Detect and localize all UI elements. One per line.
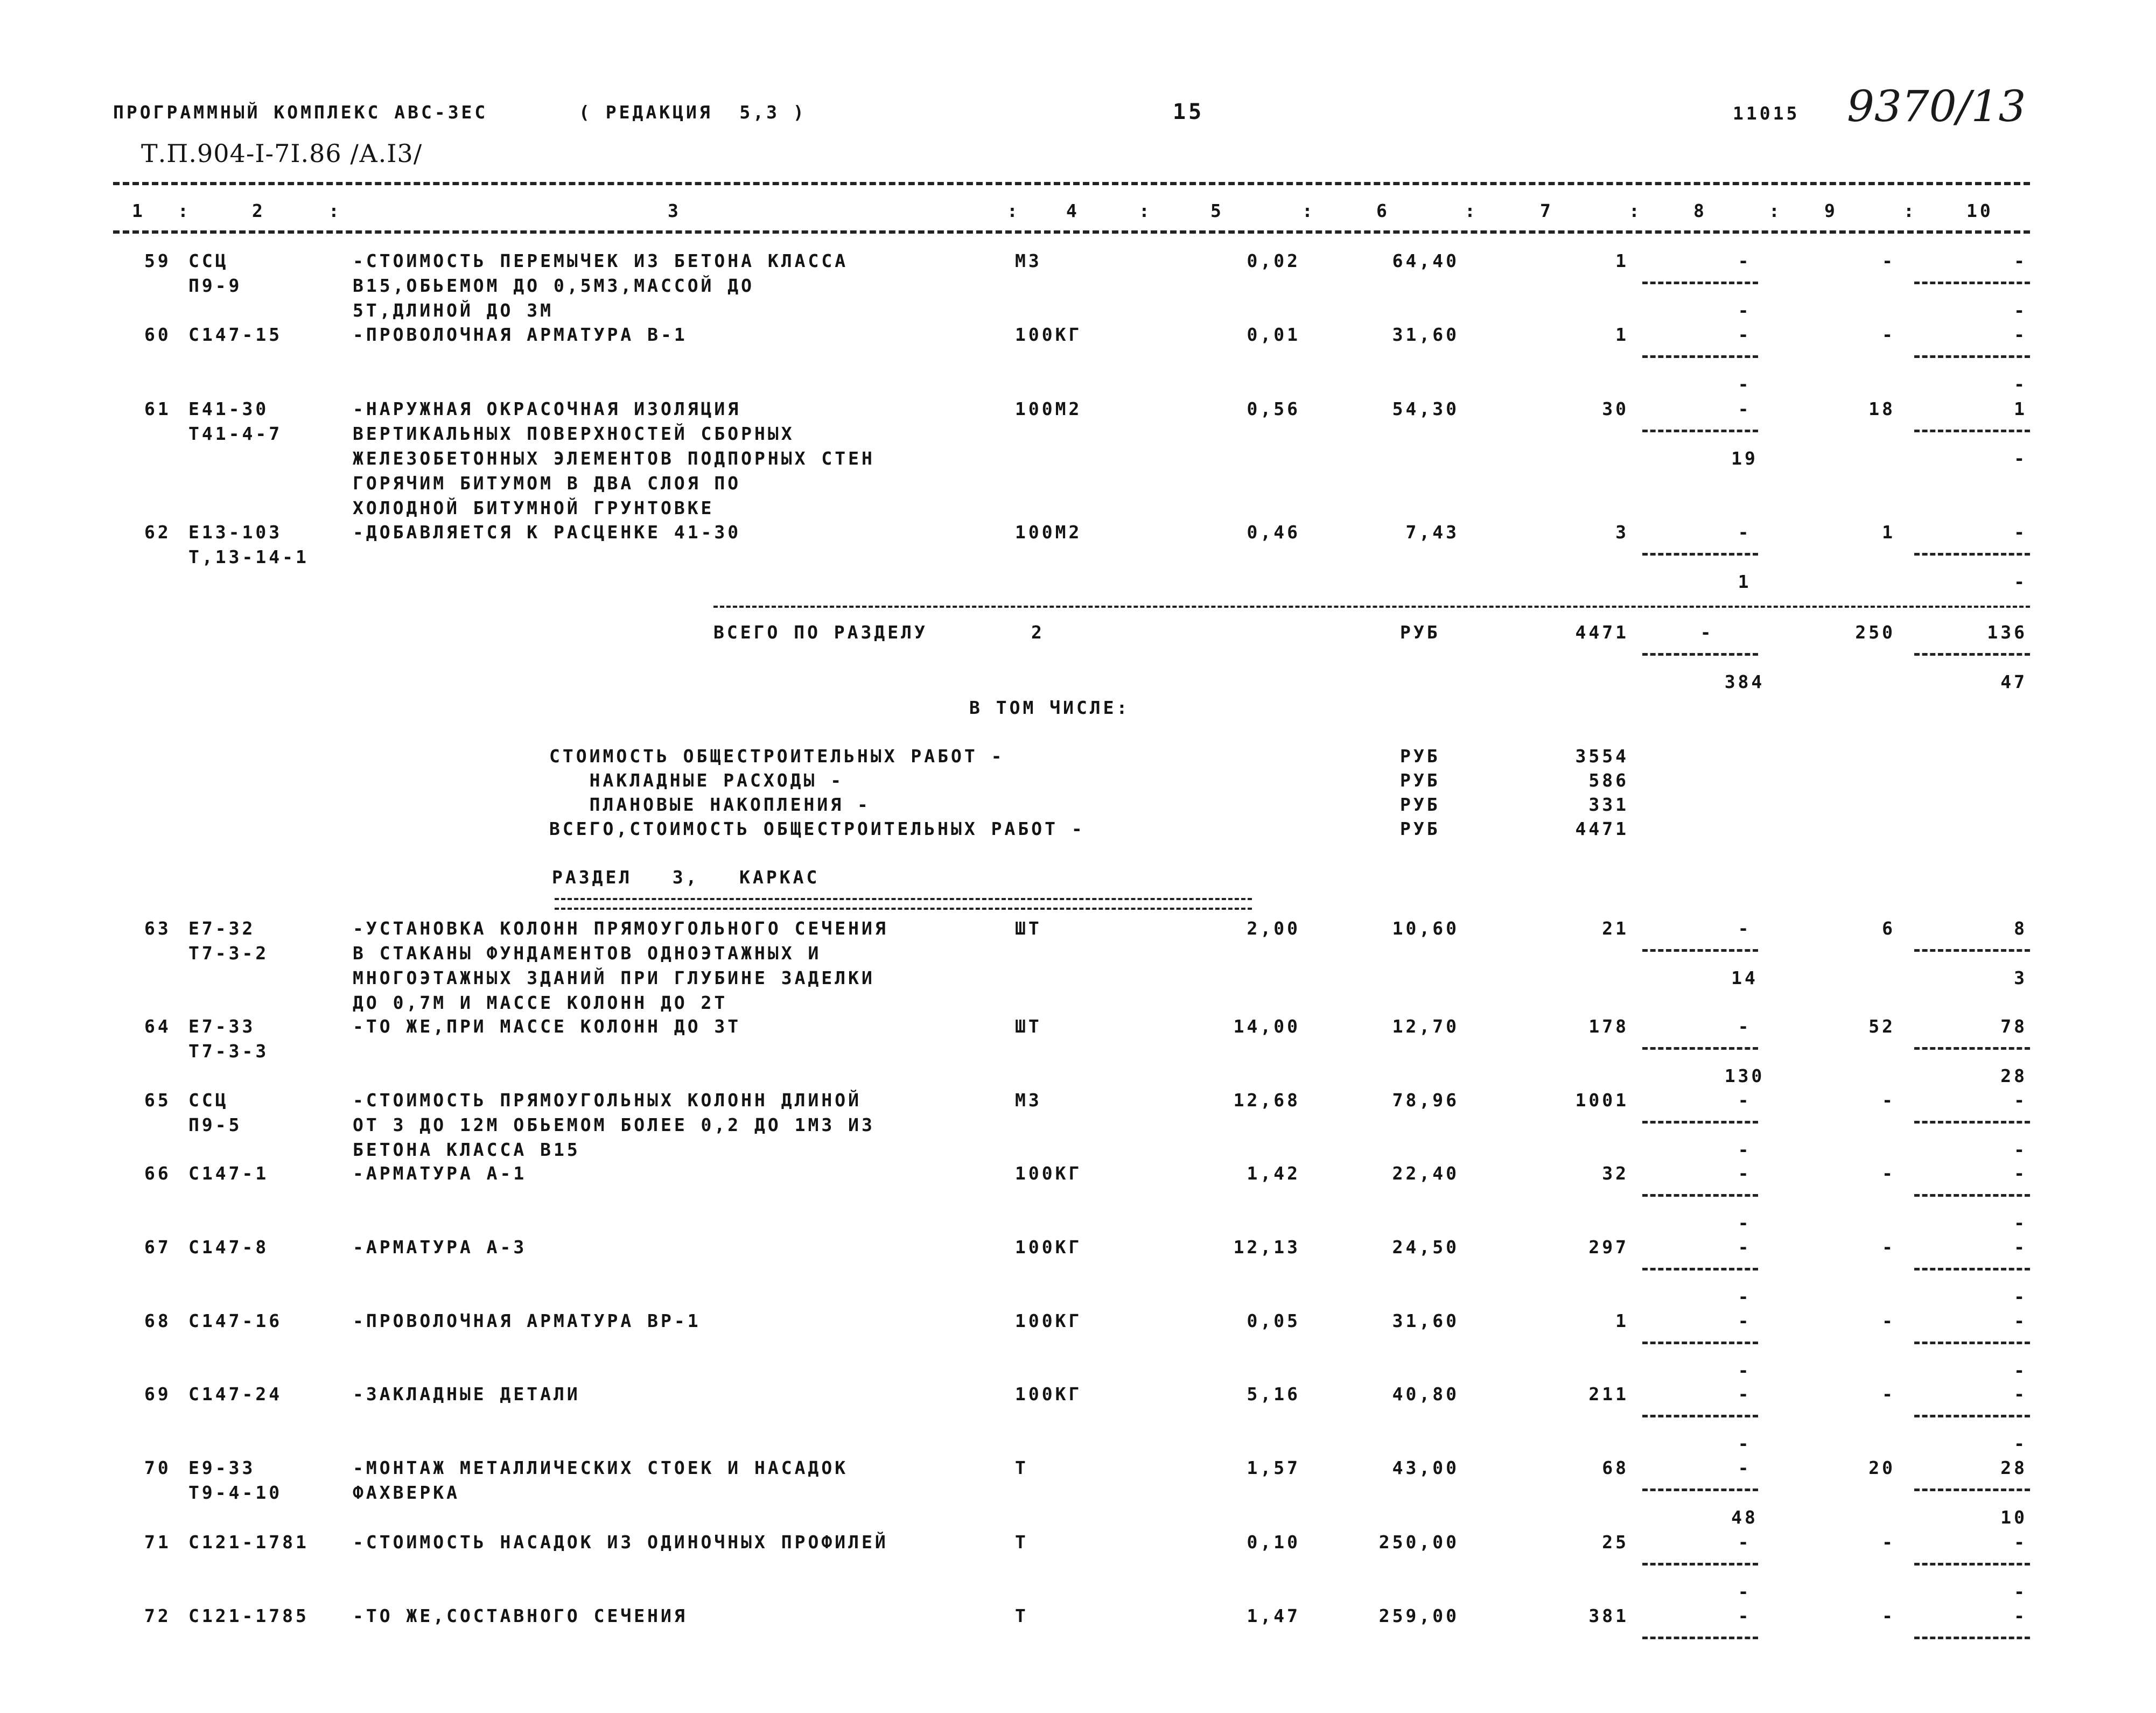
section-total-col10-bottom: 47: [2000, 671, 2027, 692]
column-header-8: 8: [1693, 200, 1707, 221]
edition-label: ( РЕДАКЦИЯ 5,3 ): [579, 102, 807, 123]
row-code-sub: Т7-3-3: [188, 1041, 269, 1062]
row-col10-rule: [1914, 1563, 2030, 1565]
row-number: 66: [144, 1163, 171, 1184]
column-separator: :: [1629, 200, 1642, 221]
row-col9: 20: [1868, 1457, 1895, 1478]
summary-unit: РУБ: [1400, 746, 1440, 767]
row-unit: М3: [1015, 250, 1042, 271]
row-quantity: 2,00: [1247, 918, 1300, 939]
row-col10-top: -: [2014, 1163, 2027, 1184]
row-number: 71: [144, 1532, 171, 1553]
row-col10-top: 28: [2000, 1457, 2027, 1478]
row-description: ВЕРТИКАЛЬНЫХ ПОВЕРХНОСТЕЙ СБОРНЫХ: [353, 423, 795, 444]
column-separator: :: [328, 200, 342, 221]
row-col10-bottom: -: [2014, 1212, 2027, 1233]
row-code: Е41-30: [188, 398, 269, 419]
row-number: 64: [144, 1016, 171, 1037]
row-col10-bottom: 10: [2000, 1507, 2027, 1528]
row-description: В СТАКАНЫ ФУНДАМЕНТОВ ОДНОЭТАЖНЫХ И: [353, 943, 822, 964]
section-total-col8-rule: [1642, 653, 1758, 656]
row-col8-rule: [1642, 1637, 1758, 1639]
row-col9: -: [1882, 1605, 1895, 1626]
row-col10-bottom: -: [2014, 374, 2027, 395]
row-col10-top: -: [2014, 1384, 2027, 1405]
row-total: 1: [1615, 250, 1629, 271]
row-code-sub: П9-5: [188, 1114, 242, 1135]
row-description: МНОГОЭТАЖНЫХ ЗДАНИЙ ПРИ ГЛУБИНЕ ЗАДЕЛКИ: [353, 967, 875, 988]
row-col8-rule: [1642, 1121, 1758, 1124]
section-total-col9: 250: [1855, 622, 1895, 643]
row-col10-top: -: [2014, 522, 2027, 543]
row-col9: -: [1882, 1384, 1895, 1405]
row-number: 63: [144, 918, 171, 939]
row-total: 32: [1602, 1163, 1629, 1184]
row-unit: 100КГ: [1015, 1384, 1082, 1405]
row-quantity: 1,42: [1247, 1163, 1300, 1184]
row-description: -СТОИМОСТЬ ПРЯМОУГОЛЬНЫХ КОЛОНН ДЛИНОЙ: [353, 1090, 862, 1111]
row-col10-bottom: 3: [2014, 967, 2027, 988]
row-col10-top: 1: [2014, 398, 2027, 419]
row-price: 64,40: [1392, 250, 1459, 271]
column-separator: :: [1465, 200, 1478, 221]
row-col9: -: [1882, 250, 1895, 271]
summary-label: ВСЕГО,СТОИМОСТЬ ОБЩЕСТРОИТЕЛЬНЫХ РАБОТ -: [549, 818, 1085, 839]
row-col9: -: [1882, 1310, 1895, 1331]
row-col8-bottom: 1: [1738, 571, 1752, 592]
row-col8-bottom: -: [1738, 1212, 1752, 1233]
row-code-sub: Т,13-14-1: [188, 546, 309, 567]
row-unit: 100М2: [1015, 522, 1082, 543]
row-quantity: 0,01: [1247, 324, 1300, 345]
row-description: ГОРЯЧИМ БИТУМОМ В ДВА СЛОЯ ПО: [353, 473, 741, 494]
row-code: Е13-103: [188, 522, 283, 543]
row-quantity: 1,57: [1247, 1457, 1300, 1478]
row-total: 1001: [1575, 1090, 1629, 1111]
row-col8-rule: [1642, 553, 1758, 556]
column-header-7: 7: [1540, 200, 1553, 221]
summary-value: 331: [1588, 794, 1629, 815]
summary-unit: РУБ: [1400, 770, 1440, 791]
row-code-sub: Т41-4-7: [188, 423, 283, 444]
row-col8-top: -: [1738, 1457, 1752, 1478]
row-number: 65: [144, 1090, 171, 1111]
row-col10-rule: [1914, 1121, 2030, 1124]
row-code: С147-24: [188, 1384, 283, 1405]
row-unit: ШТ: [1015, 1016, 1042, 1037]
row-col8-bottom: -: [1738, 1139, 1752, 1160]
row-col9: -: [1882, 1163, 1895, 1184]
document-code: 11015: [1733, 103, 1800, 124]
row-col8-top: -: [1738, 522, 1752, 543]
row-description: -ТО ЖЕ,СОСТАВНОГО СЕЧЕНИЯ: [353, 1605, 688, 1626]
summary-value: 3554: [1575, 746, 1629, 767]
row-code-sub: Т7-3-2: [188, 943, 269, 964]
row-col9: -: [1882, 1237, 1895, 1258]
row-code: ССЦ: [188, 1090, 229, 1111]
row-unit: 100КГ: [1015, 1237, 1082, 1258]
summary-unit: РУБ: [1400, 818, 1440, 839]
row-description: БЕТОНА КЛАССА В15: [353, 1139, 580, 1160]
row-col8-top: -: [1738, 1384, 1752, 1405]
row-col8-top: -: [1738, 1310, 1752, 1331]
section-total-rule: [713, 606, 2030, 608]
row-description: -АРМАТУРА А-3: [353, 1237, 527, 1258]
row-quantity: 0,46: [1247, 522, 1300, 543]
section-3-underline: [555, 898, 1252, 910]
row-unit: 100М2: [1015, 398, 1082, 419]
column-header-3: 3: [668, 200, 681, 221]
summary-label: НАКЛАДНЫЕ РАСХОДЫ -: [549, 770, 844, 791]
row-col8-top: -: [1738, 1163, 1752, 1184]
row-col8-top: -: [1738, 398, 1752, 419]
row-col8-rule: [1642, 1415, 1758, 1417]
row-col8-top: -: [1738, 250, 1752, 271]
row-quantity: 1,47: [1247, 1605, 1300, 1626]
column-header-6: 6: [1376, 200, 1390, 221]
row-col10-rule: [1914, 1268, 2030, 1270]
row-col10-top: -: [2014, 1532, 2027, 1553]
row-number: 68: [144, 1310, 171, 1331]
row-number: 62: [144, 522, 171, 543]
row-quantity: 5,16: [1247, 1384, 1300, 1405]
row-price: 54,30: [1392, 398, 1459, 419]
row-col10-top: -: [2014, 250, 2027, 271]
section-total-col10-top: 136: [1987, 622, 2027, 643]
row-col8-top: -: [1738, 918, 1752, 939]
row-total: 381: [1588, 1605, 1629, 1626]
row-number: 61: [144, 398, 171, 419]
summary-unit: РУБ: [1400, 794, 1440, 815]
row-total: 297: [1588, 1237, 1629, 1258]
section-total-col8-bottom: 384: [1724, 671, 1765, 692]
row-total: 68: [1602, 1457, 1629, 1478]
row-code-sub: Т9-4-10: [188, 1482, 283, 1503]
row-col8-bottom: -: [1738, 374, 1752, 395]
row-col10-rule: [1914, 1415, 2030, 1417]
row-col10-bottom: -: [2014, 448, 2027, 469]
section-total-unit: РУБ: [1400, 622, 1440, 643]
row-total: 211: [1588, 1384, 1629, 1405]
row-code: ССЦ: [188, 250, 229, 271]
row-col9: -: [1882, 1532, 1895, 1553]
row-col8-bottom: -: [1738, 1360, 1752, 1381]
row-col10-rule: [1914, 355, 2030, 358]
row-col8-rule: [1642, 1268, 1758, 1270]
row-description: ДО 0,7М И МАССЕ КОЛОНН ДО 2Т: [353, 992, 728, 1013]
row-col10-bottom: -: [2014, 1286, 2027, 1307]
row-col10-bottom: -: [2014, 1433, 2027, 1454]
row-price: 259,00: [1378, 1605, 1459, 1626]
row-code: С147-1: [188, 1163, 269, 1184]
column-header-4: 4: [1066, 200, 1080, 221]
row-col10-rule: [1914, 430, 2030, 432]
row-col8-top: -: [1738, 1605, 1752, 1626]
row-col10-top: 78: [2000, 1016, 2027, 1037]
row-quantity: 12,13: [1233, 1237, 1300, 1258]
page-number: 15: [1173, 100, 1205, 124]
row-description: -АРМАТУРА А-1: [353, 1163, 527, 1184]
row-quantity: 0,56: [1247, 398, 1300, 419]
row-description: -ТО ЖЕ,ПРИ МАССЕ КОЛОНН ДО 3Т: [353, 1016, 741, 1037]
row-col10-top: -: [2014, 1605, 2027, 1626]
row-description: ФАХВЕРКА: [353, 1482, 460, 1503]
row-code: Е7-33: [188, 1016, 256, 1037]
row-col8-bottom: -: [1738, 1286, 1752, 1307]
row-code: С121-1781: [188, 1532, 309, 1553]
row-col8-bottom: -: [1738, 300, 1752, 321]
row-unit: 100КГ: [1015, 1163, 1082, 1184]
section-total-number: 2: [1031, 622, 1045, 643]
row-description: ЖЕЛЕЗОБЕТОННЫХ ЭЛЕМЕНТОВ ПОДПОРНЫХ СТЕН: [353, 448, 875, 469]
row-price: 78,96: [1392, 1090, 1459, 1111]
row-col10-rule: [1914, 1342, 2030, 1344]
row-col8-bottom: 48: [1731, 1507, 1758, 1528]
row-description: -ПРОВОЛОЧНАЯ АРМАТУРА ВР-1: [353, 1310, 701, 1331]
row-col10-top: -: [2014, 1310, 2027, 1331]
row-col8-rule: [1642, 1047, 1758, 1050]
row-col9: 52: [1868, 1016, 1895, 1037]
row-code: С147-15: [188, 324, 283, 345]
row-col10-rule: [1914, 553, 2030, 556]
row-quantity: 14,00: [1233, 1016, 1300, 1037]
row-col10-rule: [1914, 282, 2030, 284]
column-separator: :: [1302, 200, 1315, 221]
row-quantity: 0,10: [1247, 1532, 1300, 1553]
row-col8-top: -: [1738, 1532, 1752, 1553]
row-col10-bottom: -: [2014, 1139, 2027, 1160]
row-number: 60: [144, 324, 171, 345]
section-total-col8-top: -: [1700, 622, 1714, 643]
column-header-1: 1: [132, 200, 145, 221]
row-col8-rule: [1642, 949, 1758, 952]
row-col8-rule: [1642, 282, 1758, 284]
row-price: 40,80: [1392, 1384, 1459, 1405]
row-col10-top: 8: [2014, 918, 2027, 939]
row-code: С121-1785: [188, 1605, 309, 1626]
row-description: -ЗАКЛАДНЫЕ ДЕТАЛИ: [353, 1384, 580, 1405]
row-code: С147-8: [188, 1237, 269, 1258]
row-col10-bottom: -: [2014, 571, 2027, 592]
row-col8-rule: [1642, 430, 1758, 432]
row-price: 10,60: [1392, 918, 1459, 939]
document-reference: Т.П.904-I-7I.86 /А.I3/: [141, 139, 423, 168]
section-total-col10-rule: [1914, 653, 2030, 656]
row-col9: 1: [1882, 522, 1895, 543]
row-code: Е7-32: [188, 918, 256, 939]
row-col8-rule: [1642, 1563, 1758, 1565]
summary-value: 4471: [1575, 818, 1629, 839]
row-col8-bottom: 14: [1731, 967, 1758, 988]
column-header-10: 10: [1966, 200, 1993, 221]
row-quantity: 12,68: [1233, 1090, 1300, 1111]
row-col10-rule: [1914, 1637, 2030, 1639]
row-description: -МОНТАЖ МЕТАЛЛИЧЕСКИХ СТОЕК И НАСАДОК: [353, 1457, 849, 1478]
row-col10-rule: [1914, 1489, 2030, 1491]
row-description: -ДОБАВЛЯЕТСЯ К РАСЦЕНКЕ 41-30: [353, 522, 741, 543]
column-separator: :: [1769, 200, 1782, 221]
row-code: Е9-33: [188, 1457, 256, 1478]
row-col9: 18: [1868, 398, 1895, 419]
row-number: 72: [144, 1605, 171, 1626]
row-price: 7,43: [1405, 522, 1459, 543]
row-col8-rule: [1642, 355, 1758, 358]
including-label: В ТОМ ЧИСЛЕ:: [969, 697, 1130, 718]
row-description: -ПРОВОЛОЧНАЯ АРМАТУРА В-1: [353, 324, 688, 345]
column-separator: :: [1903, 200, 1917, 221]
summary-label: СТОИМОСТЬ ОБЩЕСТРОИТЕЛЬНЫХ РАБОТ -: [549, 746, 1005, 767]
row-col8-rule: [1642, 1194, 1758, 1197]
row-description: ХОЛОДНОЙ БИТУМНОЙ ГРУНТОВКЕ: [353, 497, 715, 518]
column-header-2: 2: [252, 200, 265, 221]
row-price: 12,70: [1392, 1016, 1459, 1037]
row-col8-bottom: 130: [1724, 1065, 1765, 1086]
row-col8-top: -: [1738, 324, 1752, 345]
column-header-9: 9: [1824, 200, 1838, 221]
summary-value: 586: [1588, 770, 1629, 791]
section-3-title: РАЗДЕЛ 3, КАРКАС: [552, 867, 820, 888]
row-unit: 100КГ: [1015, 324, 1082, 345]
section-total-value: 4471: [1575, 622, 1629, 643]
row-col10-top: -: [2014, 324, 2027, 345]
row-number: 69: [144, 1384, 171, 1405]
row-description: -СТОИМОСТЬ НАСАДОК ИЗ ОДИНОЧНЫХ ПРОФИЛЕЙ: [353, 1532, 888, 1553]
row-col10-bottom: -: [2014, 1581, 2027, 1602]
row-total: 1: [1615, 1310, 1629, 1331]
row-total: 21: [1602, 918, 1629, 939]
row-col10-bottom: 28: [2000, 1065, 2027, 1086]
row-col9: 6: [1882, 918, 1895, 939]
row-unit: М3: [1015, 1090, 1042, 1111]
row-description: В15,ОБЬЕМОМ ДО 0,5М3,МАССОЙ ДО: [353, 275, 755, 296]
row-col8-bottom: -: [1738, 1433, 1752, 1454]
row-description: -НАРУЖНАЯ ОКРАСОЧНАЯ ИЗОЛЯЦИЯ: [353, 398, 741, 419]
column-header-5: 5: [1210, 200, 1224, 221]
row-quantity: 0,05: [1247, 1310, 1300, 1331]
header-bottom-rule: [113, 230, 2030, 234]
row-description: 5Т,ДЛИНОЙ ДО 3М: [353, 300, 554, 321]
row-number: 70: [144, 1457, 171, 1478]
row-total: 178: [1588, 1016, 1629, 1037]
row-price: 31,60: [1392, 324, 1459, 345]
row-price: 22,40: [1392, 1163, 1459, 1184]
header-top-rule: [113, 182, 2030, 185]
handwritten-number: 9370/13: [1847, 81, 2026, 131]
row-col8-bottom: -: [1738, 1581, 1752, 1602]
row-col8-top: -: [1738, 1090, 1752, 1111]
row-description: -УСТАНОВКА КОЛОНН ПРЯМОУГОЛЬНОГО СЕЧЕНИЯ: [353, 918, 888, 939]
row-col10-bottom: -: [2014, 300, 2027, 321]
row-unit: Т: [1015, 1457, 1028, 1478]
row-col8-rule: [1642, 1342, 1758, 1344]
row-unit: Т: [1015, 1605, 1028, 1626]
row-price: 24,50: [1392, 1237, 1459, 1258]
row-unit: 100КГ: [1015, 1310, 1082, 1331]
row-code-sub: П9-9: [188, 275, 242, 296]
section-total-label: ВСЕГО ПО РАЗДЕЛУ: [713, 622, 928, 643]
column-separators: :: [178, 200, 191, 221]
row-col10-top: -: [2014, 1090, 2027, 1111]
row-col9: -: [1882, 1090, 1895, 1111]
row-code: С147-16: [188, 1310, 283, 1331]
row-col8-top: -: [1738, 1016, 1752, 1037]
row-col10-rule: [1914, 949, 2030, 952]
row-col8-bottom: 19: [1731, 448, 1758, 469]
row-number: 59: [144, 250, 171, 271]
row-total: 25: [1602, 1532, 1629, 1553]
row-total: 1: [1615, 324, 1629, 345]
row-col9: -: [1882, 324, 1895, 345]
row-number: 67: [144, 1237, 171, 1258]
summary-label: ПЛАНОВЫЕ НАКОПЛЕНИЯ -: [549, 794, 871, 815]
column-separator: :: [1139, 200, 1152, 221]
row-description: -СТОИМОСТЬ ПЕРЕМЫЧЕК ИЗ БЕТОНА КЛАССА: [353, 250, 849, 271]
row-description: ОТ 3 ДО 12М ОБЬЕМОМ БОЛЕЕ 0,2 ДО 1М3 ИЗ: [353, 1114, 875, 1135]
row-col8-rule: [1642, 1489, 1758, 1491]
row-col10-top: -: [2014, 1237, 2027, 1258]
column-separator: :: [1007, 200, 1020, 221]
row-col10-rule: [1914, 1047, 2030, 1050]
row-col10-bottom: -: [2014, 1360, 2027, 1381]
program-title: ПРОГРАММНЫЙ КОМПЛЕКС АВС-ЗЕС: [113, 102, 488, 123]
row-price: 31,60: [1392, 1310, 1459, 1331]
row-col10-rule: [1914, 1194, 2030, 1197]
row-unit: ШТ: [1015, 918, 1042, 939]
row-total: 30: [1602, 398, 1629, 419]
row-total: 3: [1615, 522, 1629, 543]
row-col8-top: -: [1738, 1237, 1752, 1258]
row-unit: Т: [1015, 1532, 1028, 1553]
row-price: 43,00: [1392, 1457, 1459, 1478]
row-price: 250,00: [1378, 1532, 1459, 1553]
row-quantity: 0,02: [1247, 250, 1300, 271]
